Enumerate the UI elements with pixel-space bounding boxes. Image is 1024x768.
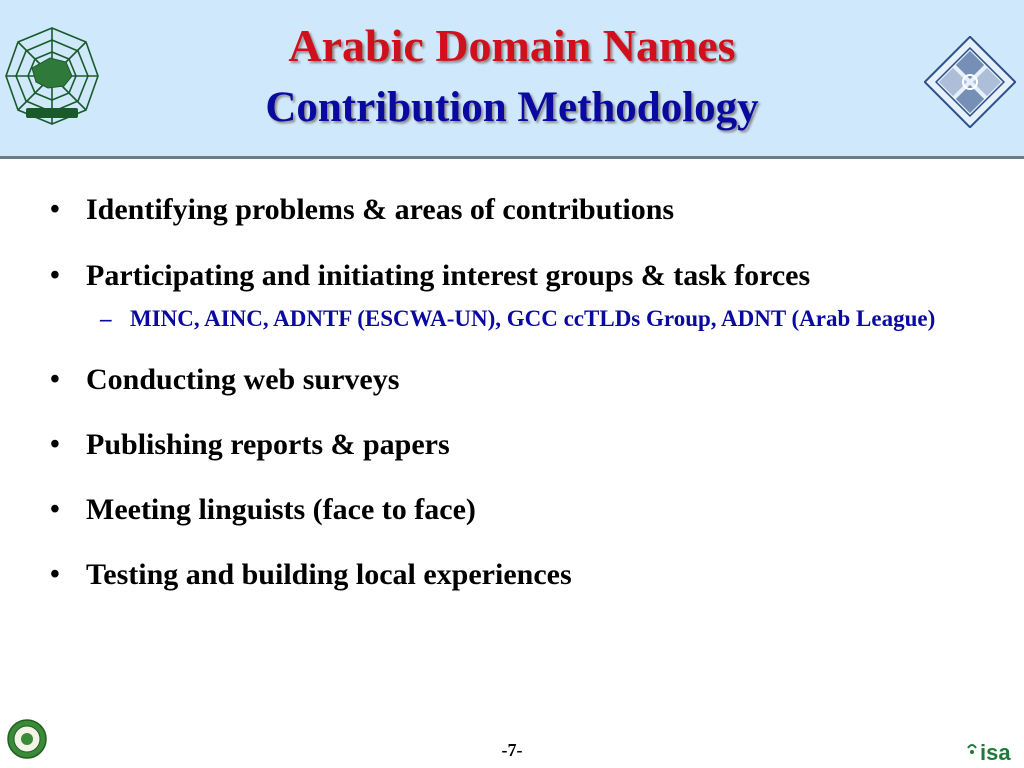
bullet-text: Testing and building local experiences (86, 558, 572, 591)
spacer (48, 230, 1008, 256)
bullet-text: Conducting web surveys (86, 363, 400, 396)
bullet-list (48, 190, 1008, 595)
bullet-text: Publishing reports & papers (86, 428, 450, 461)
bullet-dot: • (50, 260, 60, 291)
bullet-text: Meeting linguists (face to face) (86, 493, 476, 526)
bullet-text: Identifying problems & areas of contributions (86, 193, 675, 226)
bullet-dot: • (50, 559, 60, 590)
sub-bullet-item (48, 296, 1000, 342)
sub-bullet-text: MINC, AINC, ADNTF (ESCWA-UN), GCC ccTLDs Group, ADNT (Arab League) (130, 306, 936, 331)
spacer (48, 400, 1008, 425)
sub-bullet-dash: – (100, 306, 112, 331)
bullet-dot: • (50, 364, 60, 395)
bullet-item (48, 360, 1008, 400)
bullet-item (48, 256, 1008, 296)
isa-brand-logo-icon (966, 738, 1022, 764)
page-number: -7- (501, 740, 523, 760)
bullet-text: Participating and initiating interest groups & task forces (86, 259, 811, 292)
bullet-item (48, 490, 1008, 530)
bullet-dot: • (50, 494, 60, 525)
slide-title-line1: Arabic Domain Names (288, 20, 736, 71)
bullet-item (48, 190, 1008, 230)
slide-title-line2: Contribution Methodology (265, 84, 759, 131)
bullet-dot: • (50, 194, 60, 225)
bullet-item (48, 555, 1008, 595)
isa-logo-text: isa (980, 740, 1011, 764)
spacer (48, 530, 1008, 555)
spacer (48, 342, 1008, 360)
header-divider (0, 156, 1024, 159)
bullet-dot: • (50, 429, 60, 460)
spacer (48, 465, 1008, 490)
bullet-item (48, 425, 1008, 465)
